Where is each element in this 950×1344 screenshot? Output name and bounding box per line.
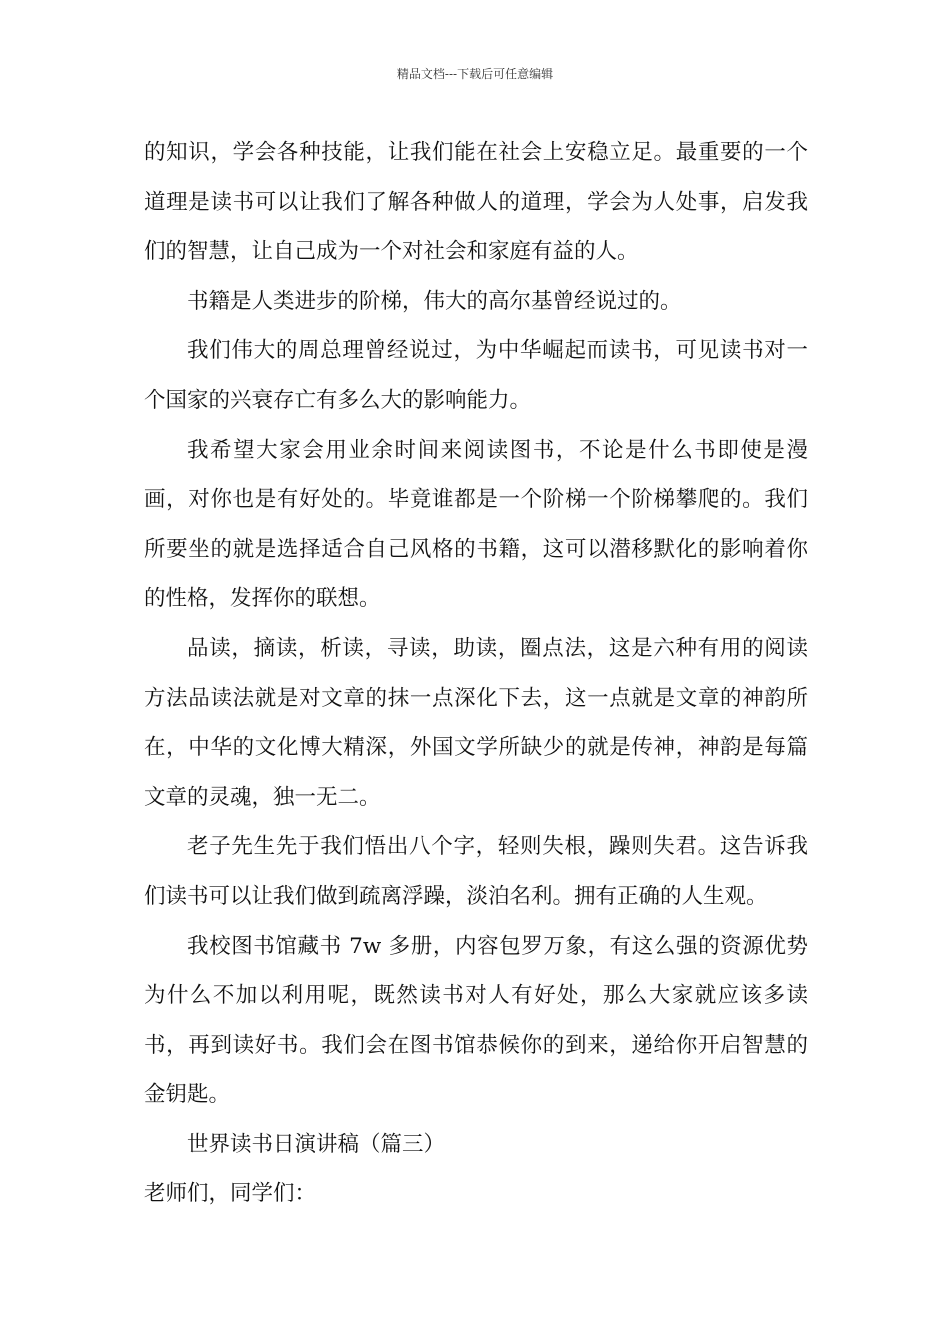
section-title: 世界读书日演讲稿（篇三） bbox=[187, 1131, 446, 1157]
paragraph-gorky-quote: 书籍是人类进步的阶梯，伟大的高尔基曾经说过的。 bbox=[187, 288, 682, 314]
salutation: 老师们，同学们： bbox=[144, 1181, 317, 1207]
paragraph-reading-methods: 品读，摘读，析读，寻读，助读，圈点法，这是六种有用的阅读方法品读法就是对文章的抹一点深化下去，这一点就是文章的神韵所在，中华的文化博大精深，外国文学所缺少的就是传神，神韵是每篇文章的灵魂，独一无二。 bbox=[144, 635, 808, 810]
paragraph-zhou-quote: 我们伟大的周总理曾经说过，为中华崛起而读书，可见读书对一个国家的兴衰存亡有多么大的影响能力。 bbox=[144, 338, 808, 413]
paragraph-continuation: 的知识，学会各种技能，让我们能在社会上安稳立足。最重要的一个道理是读书可以让我们了解各种做人的道理，学会为人处事，启发我们的智慧，让自己成为一个对社会和家庭有益的人。 bbox=[144, 140, 808, 265]
paragraph-reading-hope: 我希望大家会用业余时间来阅读图书，不论是什么书即使是漫画，对你也是有好处的。毕竟谁都是一个阶梯一个阶梯攀爬的。我们所要坐的就是选择适合自己风格的书籍，这可以潜移默化的影响着你的性格，发挥你的联想。 bbox=[144, 437, 808, 612]
paragraph-laozi: 老子先生先于我们悟出八个字，轻则失根，躁则失君。这告诉我们读书可以让我们做到疏离浮躁，淡泊名利。拥有正确的人生观。 bbox=[144, 834, 808, 909]
page-header: 精品文档---下载后可任意编辑 bbox=[396, 67, 554, 81]
document-body bbox=[144, 128, 808, 1219]
paragraph-library: 我校图书馆藏书 7w 多册，内容包罗万象，有这么强的资源优势为什么不加以利用呢，既然读书对人有好处，那么大家就应该多读书，再到读好书。我们会在图书馆恭候你的到来，递给你开启智慧的金钥匙。 bbox=[144, 933, 808, 1108]
